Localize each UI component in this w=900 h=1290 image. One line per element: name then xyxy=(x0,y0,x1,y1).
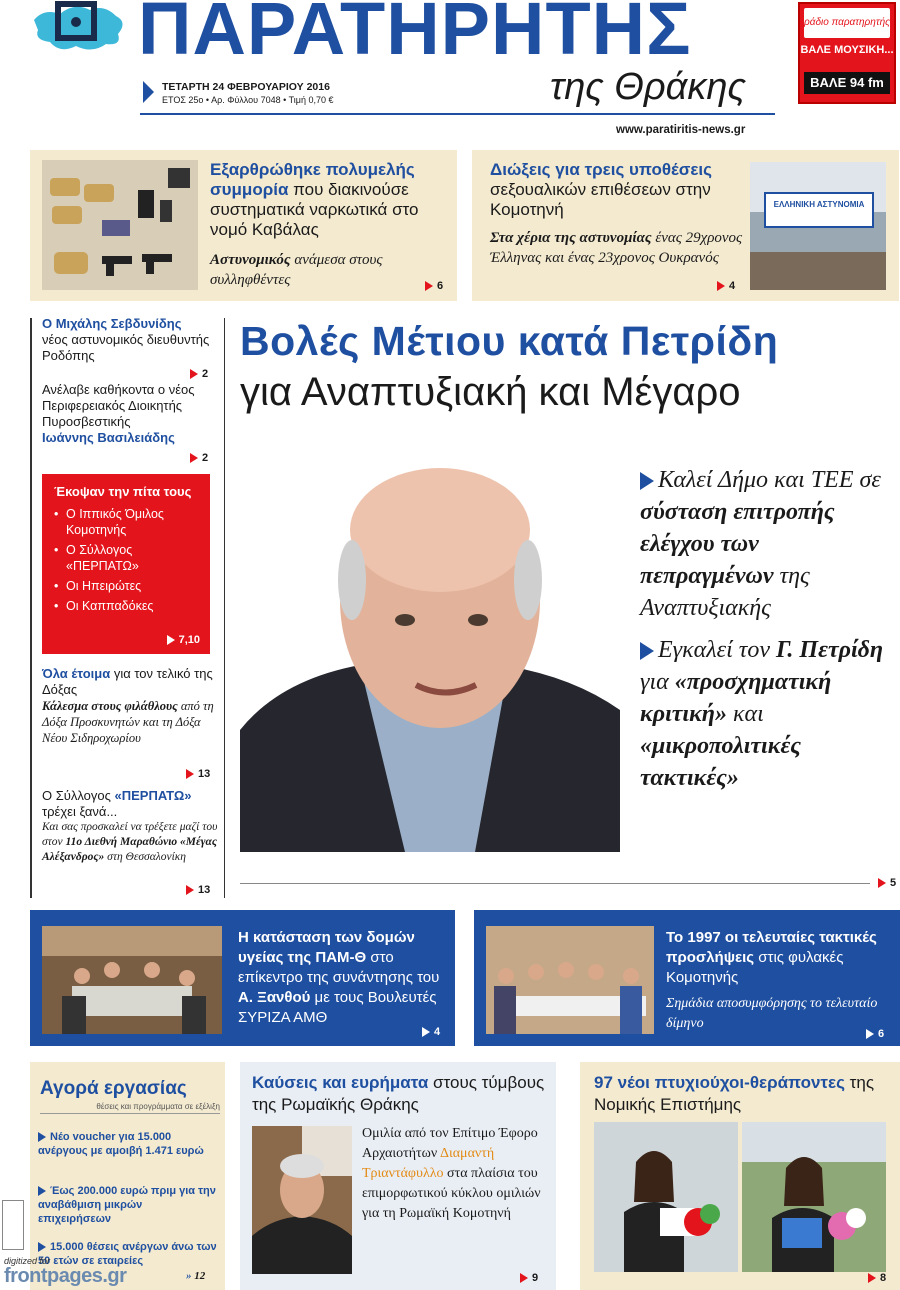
teaser-drugs-headline: Εξαρθρώθηκε πολυμελής συμμορία που διακινούσε συστηματικά ναρκωτικά στο νομό Καβάλας xyxy=(210,160,419,239)
teaser-assaults-headline: Διώξεις για τρεις υποθέσεις σεξουαλικών επιθέσεων στην Κομοτηνή xyxy=(490,160,712,219)
watermark-line1: digitized for xyxy=(4,1256,51,1266)
meeting-photo xyxy=(42,926,222,1034)
speaker-photo xyxy=(252,1126,352,1274)
page-ref: » 12 xyxy=(186,1270,206,1282)
red-box-title: Έκοψαν την πίτα τους xyxy=(54,484,192,499)
list-item: • Ο Σύλλογος «ΠΕΡΠΑΤΩ» xyxy=(54,542,198,574)
jobs-title: Αγορά εργασίας xyxy=(40,1078,187,1099)
radio-ad[interactable] xyxy=(798,2,896,104)
page-ref: 9 xyxy=(520,1272,538,1284)
arrow-icon xyxy=(878,878,886,888)
jobs-item[interactable]: Έως 200.000 ευρώ πριμ για την αναβάθμιση μικρών επιχειρήσεων xyxy=(38,1185,216,1225)
arrow-icon xyxy=(868,1273,876,1283)
graduates-headline: 97 νέοι πτυχιούχοι-θεράποντες της Νομικής Επιστήμης xyxy=(594,1073,875,1114)
arrow-icon xyxy=(190,453,198,463)
left-column-border xyxy=(30,318,32,898)
main-subheadline: για Αναπτυξιακή και Μέγαρο xyxy=(240,370,741,414)
main-rule xyxy=(240,883,870,884)
finds-headline: Καύσεις και ευρήματα στους τύμβους της Ρωμαϊκής Θράκης xyxy=(252,1073,545,1114)
arrow-icon xyxy=(190,369,198,379)
page-ref: 13 xyxy=(186,884,210,896)
main-portrait-photo xyxy=(240,460,620,852)
radio-slogan: ΒΑΛΕ ΜΟΥΣΙΚΗ... xyxy=(800,44,894,56)
arrow-icon xyxy=(866,1029,874,1039)
blue-box-prisons[interactable] xyxy=(474,910,900,1046)
arrow-icon xyxy=(422,1027,430,1037)
list-item: • Ο Ιππικός Όμιλος Κομοτηνής xyxy=(54,506,198,538)
left-column-divider xyxy=(224,318,225,898)
list-item: • Οι Ηπειρώτες xyxy=(54,578,198,594)
teaser-drugs-sub: Αστυνομικός ανάμεσα στους συλληφθέντες xyxy=(210,252,383,288)
page-ref: 5 xyxy=(878,877,896,889)
date-triangle-icon xyxy=(143,81,154,103)
left-item-police-director[interactable]: Ο Μιχάλης Σεβδυνίδης νέος αστυνομικός διευθυντής Ροδόπης xyxy=(42,316,210,363)
jobs-item[interactable]: 15.000 θέσεις ανέργων άνω των 50 ετών σε εταιρείες xyxy=(38,1241,217,1267)
arrow-icon xyxy=(640,642,654,660)
page-ref: 2 xyxy=(190,452,208,464)
masthead-rule xyxy=(140,113,775,115)
watermark-line2[interactable]: frontpages.gr xyxy=(4,1265,127,1287)
jobs-item[interactable]: Νέο voucher για 15.000 ανέργους με αμοιβή 1.471 ευρώ xyxy=(38,1131,204,1157)
page-ref: 2 xyxy=(190,368,208,380)
eiea-seal-icon xyxy=(2,1200,24,1250)
website-link[interactable]: www.paratiritis-news.gr xyxy=(616,124,746,136)
teaser-drugs[interactable] xyxy=(30,150,457,301)
main-bullet-2: Εγκαλεί τον Γ. Πετρίδη για «προσχηματική κριτική» και «μικροπολιτικές τακτικές» xyxy=(640,637,884,791)
paper-logo-icon xyxy=(30,0,130,58)
police-building-photo xyxy=(750,162,886,290)
issue-date: ΤΕΤΑΡΤΗ 24 ΦΕΒΡΟΥΑΡΙΟΥ 2016 xyxy=(162,81,330,93)
arrow-icon xyxy=(640,472,654,490)
radio-logo: ράδιο παρατηρητής xyxy=(804,8,890,38)
blue-box-health-text: Η κατάσταση των δομών υγείας της ΠΑΜ-Θ στο επίκεντρο της συνάντησης του Α. Ξανθού με τους Βουλευτές ΣΥΡΙΖΑ ΑΜΘ xyxy=(238,929,440,1026)
graduates-box[interactable] xyxy=(580,1062,900,1290)
arrow-icon xyxy=(520,1273,528,1283)
arrow-icon xyxy=(717,281,725,291)
teaser-assaults-sub: Στα χέρια της αστυνομίας ένας 29χρονος Έλληνας και ένας 23χρονος Ουκρανός xyxy=(490,230,743,266)
arrow-icon xyxy=(38,1242,46,1252)
page-ref: 4 xyxy=(422,1026,440,1038)
page-ref: 6 xyxy=(425,280,443,292)
jobs-box[interactable] xyxy=(30,1062,225,1290)
arrow-icon xyxy=(186,769,194,779)
blue-box-health[interactable] xyxy=(30,910,455,1046)
graduate-photo-2 xyxy=(742,1122,886,1272)
blue-box-prisons-text: Το 1997 οι τελευταίες τακτικές προσλήψεις στις φυλακές Κομοτηνής xyxy=(666,929,877,986)
arrow-icon xyxy=(167,635,175,645)
main-bullet-1: Καλεί Δήμο και ΤΕΕ σε σύσταση επιτροπής ελέγχου των πεπραγμένων της Αναπτυξιακής xyxy=(640,467,881,621)
evidence-photo xyxy=(42,160,198,290)
prison-staff-photo xyxy=(486,926,654,1034)
red-box-pie-cutting[interactable] xyxy=(42,474,210,654)
issue-info: ΕΤΟΣ 25ο • Αρ. Φύλλου 7048 • Τιμή 0,70 € xyxy=(162,95,334,105)
red-box-list xyxy=(54,506,198,614)
police-sign: ΕΛΛΗΝΙΚΗ ΑΣΤΥΝΟΜΙΑ xyxy=(764,192,874,228)
list-item: • Οι Καππαδόκες xyxy=(54,598,198,614)
page-ref: 6 xyxy=(866,1028,884,1040)
left-item-perpato-marathon[interactable]: Ο Σύλλογος «ΠΕΡΠΑΤΩ» τρέχει ξανά... Και σας προσκαλεί να τρέξετε μαζί του στον 11ο Διεθνή Μαραθώνιο «Μέγας Αλέξανδρος» στη Θεσσαλονίκη xyxy=(42,788,218,863)
masthead-subtitle: της Θράκης xyxy=(550,66,746,108)
page-ref: 4 xyxy=(717,280,735,292)
jobs-subtitle: θέσεις και προγράμματα σε εξέλιξη xyxy=(40,1102,220,1114)
masthead-title: ΠΑΡΑΤΗΡΗΤΗΣ xyxy=(138,0,692,70)
teaser-assaults[interactable] xyxy=(472,150,899,301)
arrow-icon xyxy=(38,1186,46,1196)
arrow-icon xyxy=(38,1132,46,1142)
arrow-icon xyxy=(186,885,194,895)
main-headline[interactable]: Βολές Μέτιου κατά Πετρίδη xyxy=(240,318,779,364)
graduate-photo-1 xyxy=(594,1122,738,1272)
page-ref: 8 xyxy=(868,1272,886,1284)
page-ref: 13 xyxy=(186,768,210,780)
blue-box-prisons-sub: Σημάδια αποσυμφόρησης το τελευταίο δίμηνο xyxy=(666,996,878,1031)
left-item-fire-commander[interactable]: Ανέλαβε καθήκοντα ο νέος Περιφερειακός Διοικητής Πυροσβεστικής Ιωάννης Βασιλειάδης xyxy=(42,382,195,445)
radio-frequency: ΒΑΛΕ 94 fm xyxy=(804,72,890,94)
left-item-doxa-final[interactable]: Όλα έτοιμα για τον τελικό της Δόξας Κάλεσμα στους φιλάθλους από τη Δόξα Προσκυνητών και τη Δόξα Νέου Σιδηροχωρίου xyxy=(42,666,214,745)
page-ref: 7,10 xyxy=(167,634,200,646)
finds-box[interactable] xyxy=(240,1062,556,1290)
finds-text: Ομιλία από τον Επίτιμο Έφορο Αρχαιοτήτων Διαμαντή Τριαντάφυλλο στα πλαίσια του επιμορφωτικού κύκλου ομιλιών για τη Ρωμαϊκή Κομοτηνή xyxy=(362,1126,541,1221)
main-bullets xyxy=(640,464,890,794)
arrow-icon xyxy=(425,281,433,291)
